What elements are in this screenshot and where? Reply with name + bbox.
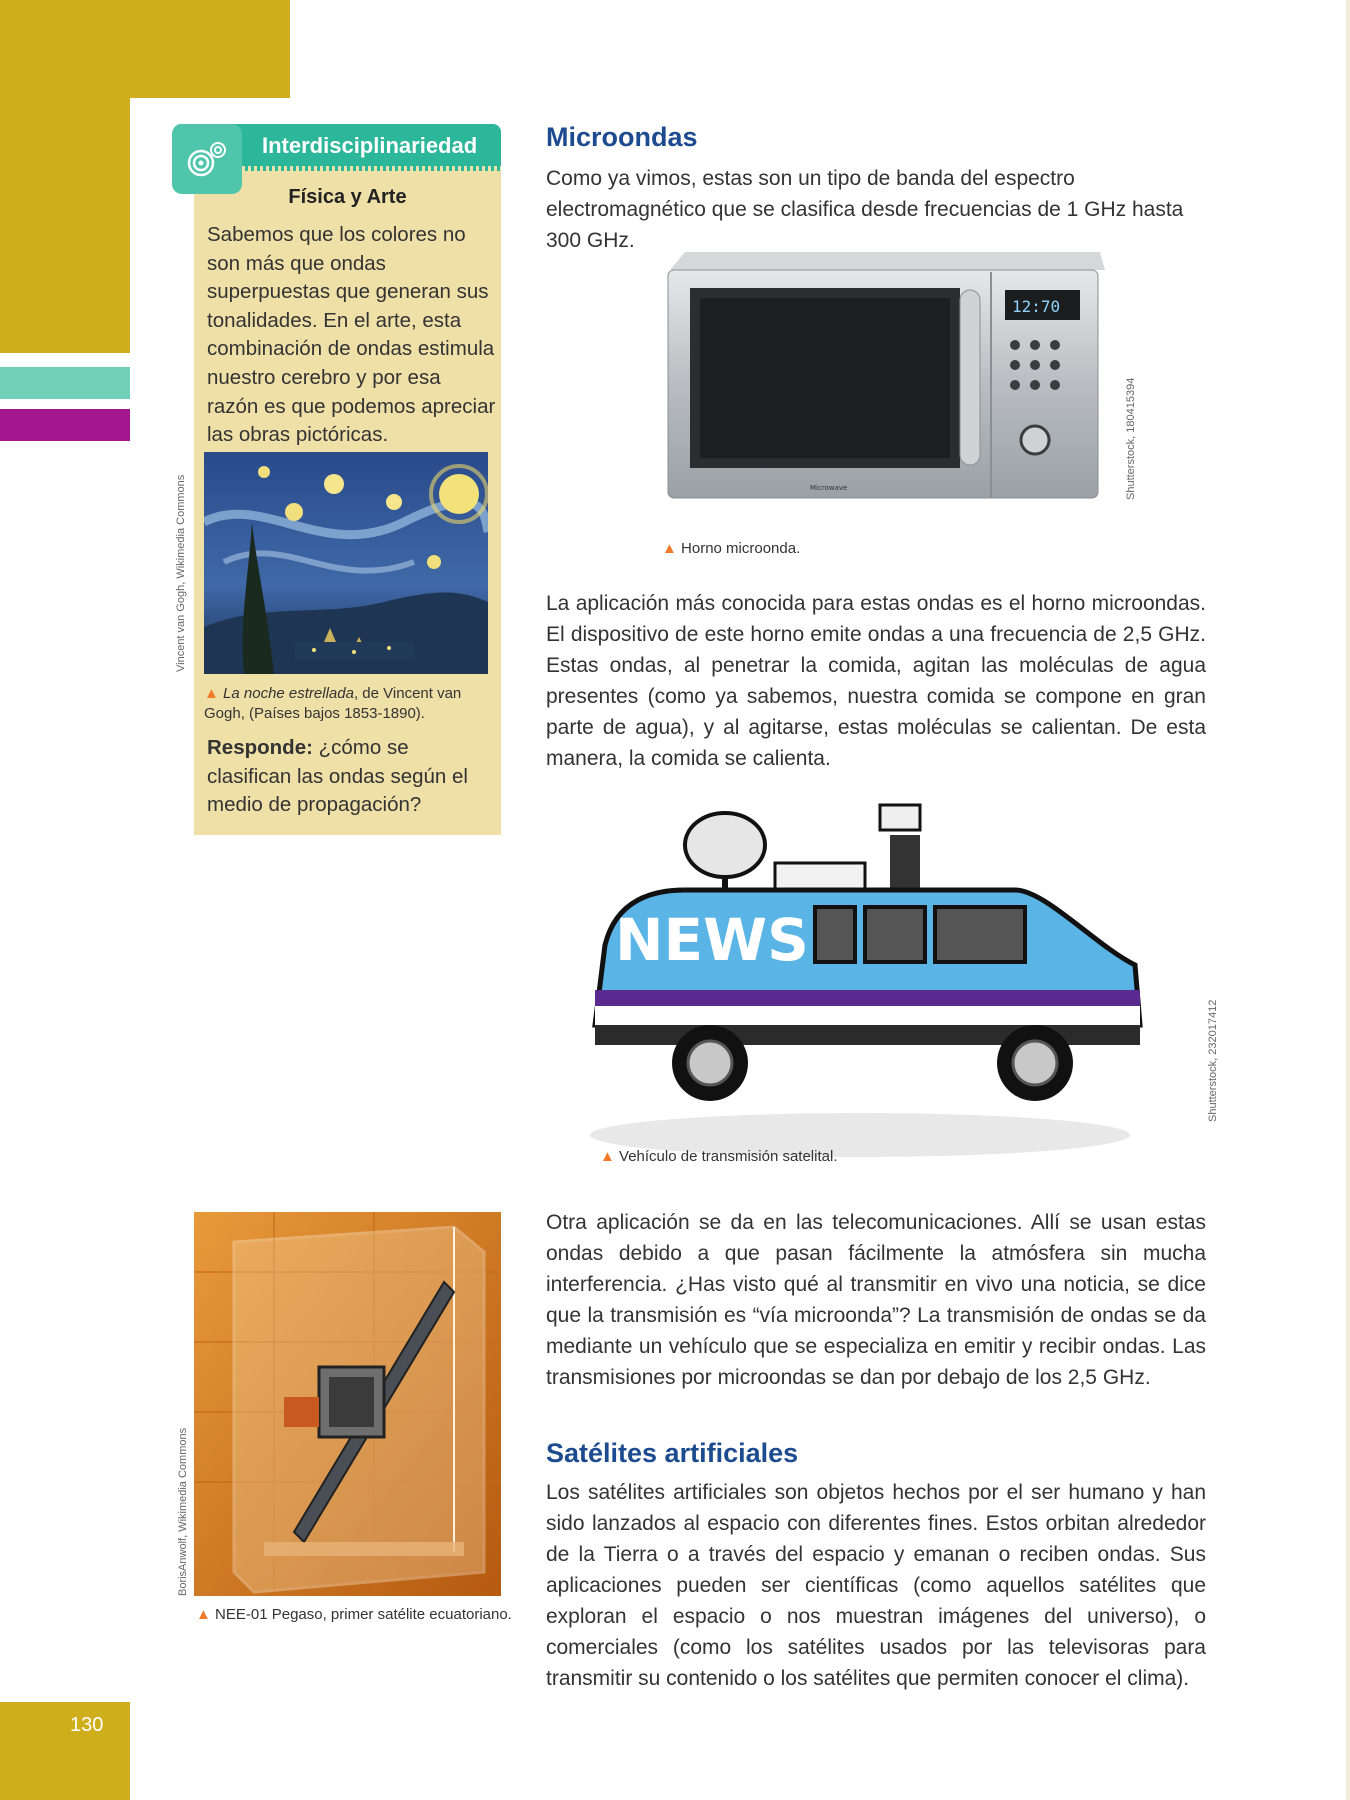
microwave-display: 12:70: [1012, 297, 1061, 316]
satellite-caption: [196, 1606, 512, 1623]
microondas-intro: Como ya vimos, estas son un tipo de banda del espectro electromagnético que se clasifica desde frecuencias de 1 GHz hasta 300 GHz.: [546, 167, 1184, 252]
respond-question: [207, 734, 497, 820]
news-van-image: [575, 795, 1145, 1165]
page-number: 130: [70, 1714, 104, 1736]
painting-caption: [204, 684, 494, 724]
van-caption: [600, 1148, 837, 1165]
painting-title: La noche estrellada: [223, 685, 354, 702]
van-caption-text: Vehículo de transmisión satelital.: [619, 1148, 838, 1165]
van-credit: Shutterstock, 232017412: [1207, 999, 1219, 1122]
starry-night-painting: [204, 452, 488, 674]
satelites-paragraph: Los satélites artificiales son objetos hechos por el ser humano y han sido lanzados al espacio con diferentes fines. Estos orbitan alrededor de la Tierra o a través del espacio y emanan o reciben ondas. Sus aplicaciones pueden ser científicas (como aquellos satélites que exploran el espacio o nos muestran imágenes del universo), o comerciales (como los satélites usados por las televisoras para transmitir su contenido o los satélites que permiten conocer el clima).: [546, 1481, 1206, 1690]
triangle-up-icon: ▲: [204, 685, 219, 702]
microwave-caption: [662, 540, 800, 557]
microwave-image: [660, 250, 1110, 510]
decorative-band-left: [0, 98, 130, 353]
interdisciplinary-text: Sabemos que los colores no son más que ondas superpuestas que generan sus tonalidades. En el arte, esta combinación de ondas estimula nuestro cerebro y por esa razón es que podemos apreciar las obras pictóricas.: [207, 223, 496, 447]
interdisciplinary-subtitle: Física y Arte: [288, 186, 407, 208]
satellite-photo: [194, 1212, 501, 1596]
decorative-band-top: [0, 0, 290, 98]
section-heading-satelites: Satélites artificiales: [546, 1438, 799, 1468]
respond-label: Responde:: [207, 736, 313, 759]
triangle-up-icon: ▲: [600, 1148, 615, 1165]
triangle-up-icon: ▲: [662, 540, 677, 557]
painting-credit: Vincent van Gogh, Wikimedia Commons: [175, 474, 187, 672]
triangle-up-icon: ▲: [196, 1606, 211, 1623]
satellite-credit: BorisAnwolf, Wikimedia Commons: [177, 1427, 189, 1596]
van-news-text: NEWS: [615, 906, 809, 974]
interdisciplinary-title: Interdisciplinariedad: [262, 133, 478, 158]
microwave-credit: Shutterstock, 180415394: [1125, 377, 1137, 500]
microwave-caption-text: Horno microonda.: [681, 540, 801, 557]
painting-caption-rest: , de Vincent van Gogh, (Países bajos 1853-1890).: [204, 685, 462, 722]
satellite-caption-text: NEE-01 Pegaso, primer satélite ecuatoriano.: [215, 1606, 512, 1623]
respond-text: ¿cómo se clasifican las ondas según el medio de propagación?: [207, 736, 468, 817]
decorative-band-teal: [0, 367, 130, 399]
microwave-paragraph: La aplicación más conocida para estas ondas es el horno microondas. El dispositivo de este horno emite ondas a una frecuencia de 2,5 GHz. Estas ondas, al penetrar la comida, agitan las moléculas de agua presentes (como ya sabemos, nuestra comida se compone en gran parte de agua), y al agitarse, estas moléculas se calientan. De esta manera, la comida se calienta.: [546, 592, 1206, 770]
page-edge: [1346, 0, 1350, 1800]
section-heading-microondas: Microondas: [546, 122, 698, 152]
decorative-band-purple: [0, 409, 130, 441]
telecom-paragraph: Otra aplicación se da en las telecomunicaciones. Allí se usan estas ondas debido a que pasan fácilmente la atmósfera sin mucha interferencia. ¿Has visto qué al transmitir en vivo una noticia, se dice que la transmisión es “vía microonda”? La transmisión de ondas se da mediante un vehículo que se especializa en emitir y recibir ondas. Las transmisiones por microondas se dan por debajo de los 2,5 GHz.: [546, 1211, 1206, 1389]
microwave-brand: Microwave: [810, 484, 848, 492]
decorative-band-bottom: [0, 1702, 130, 1800]
concentric-circles-icon: [172, 124, 242, 194]
